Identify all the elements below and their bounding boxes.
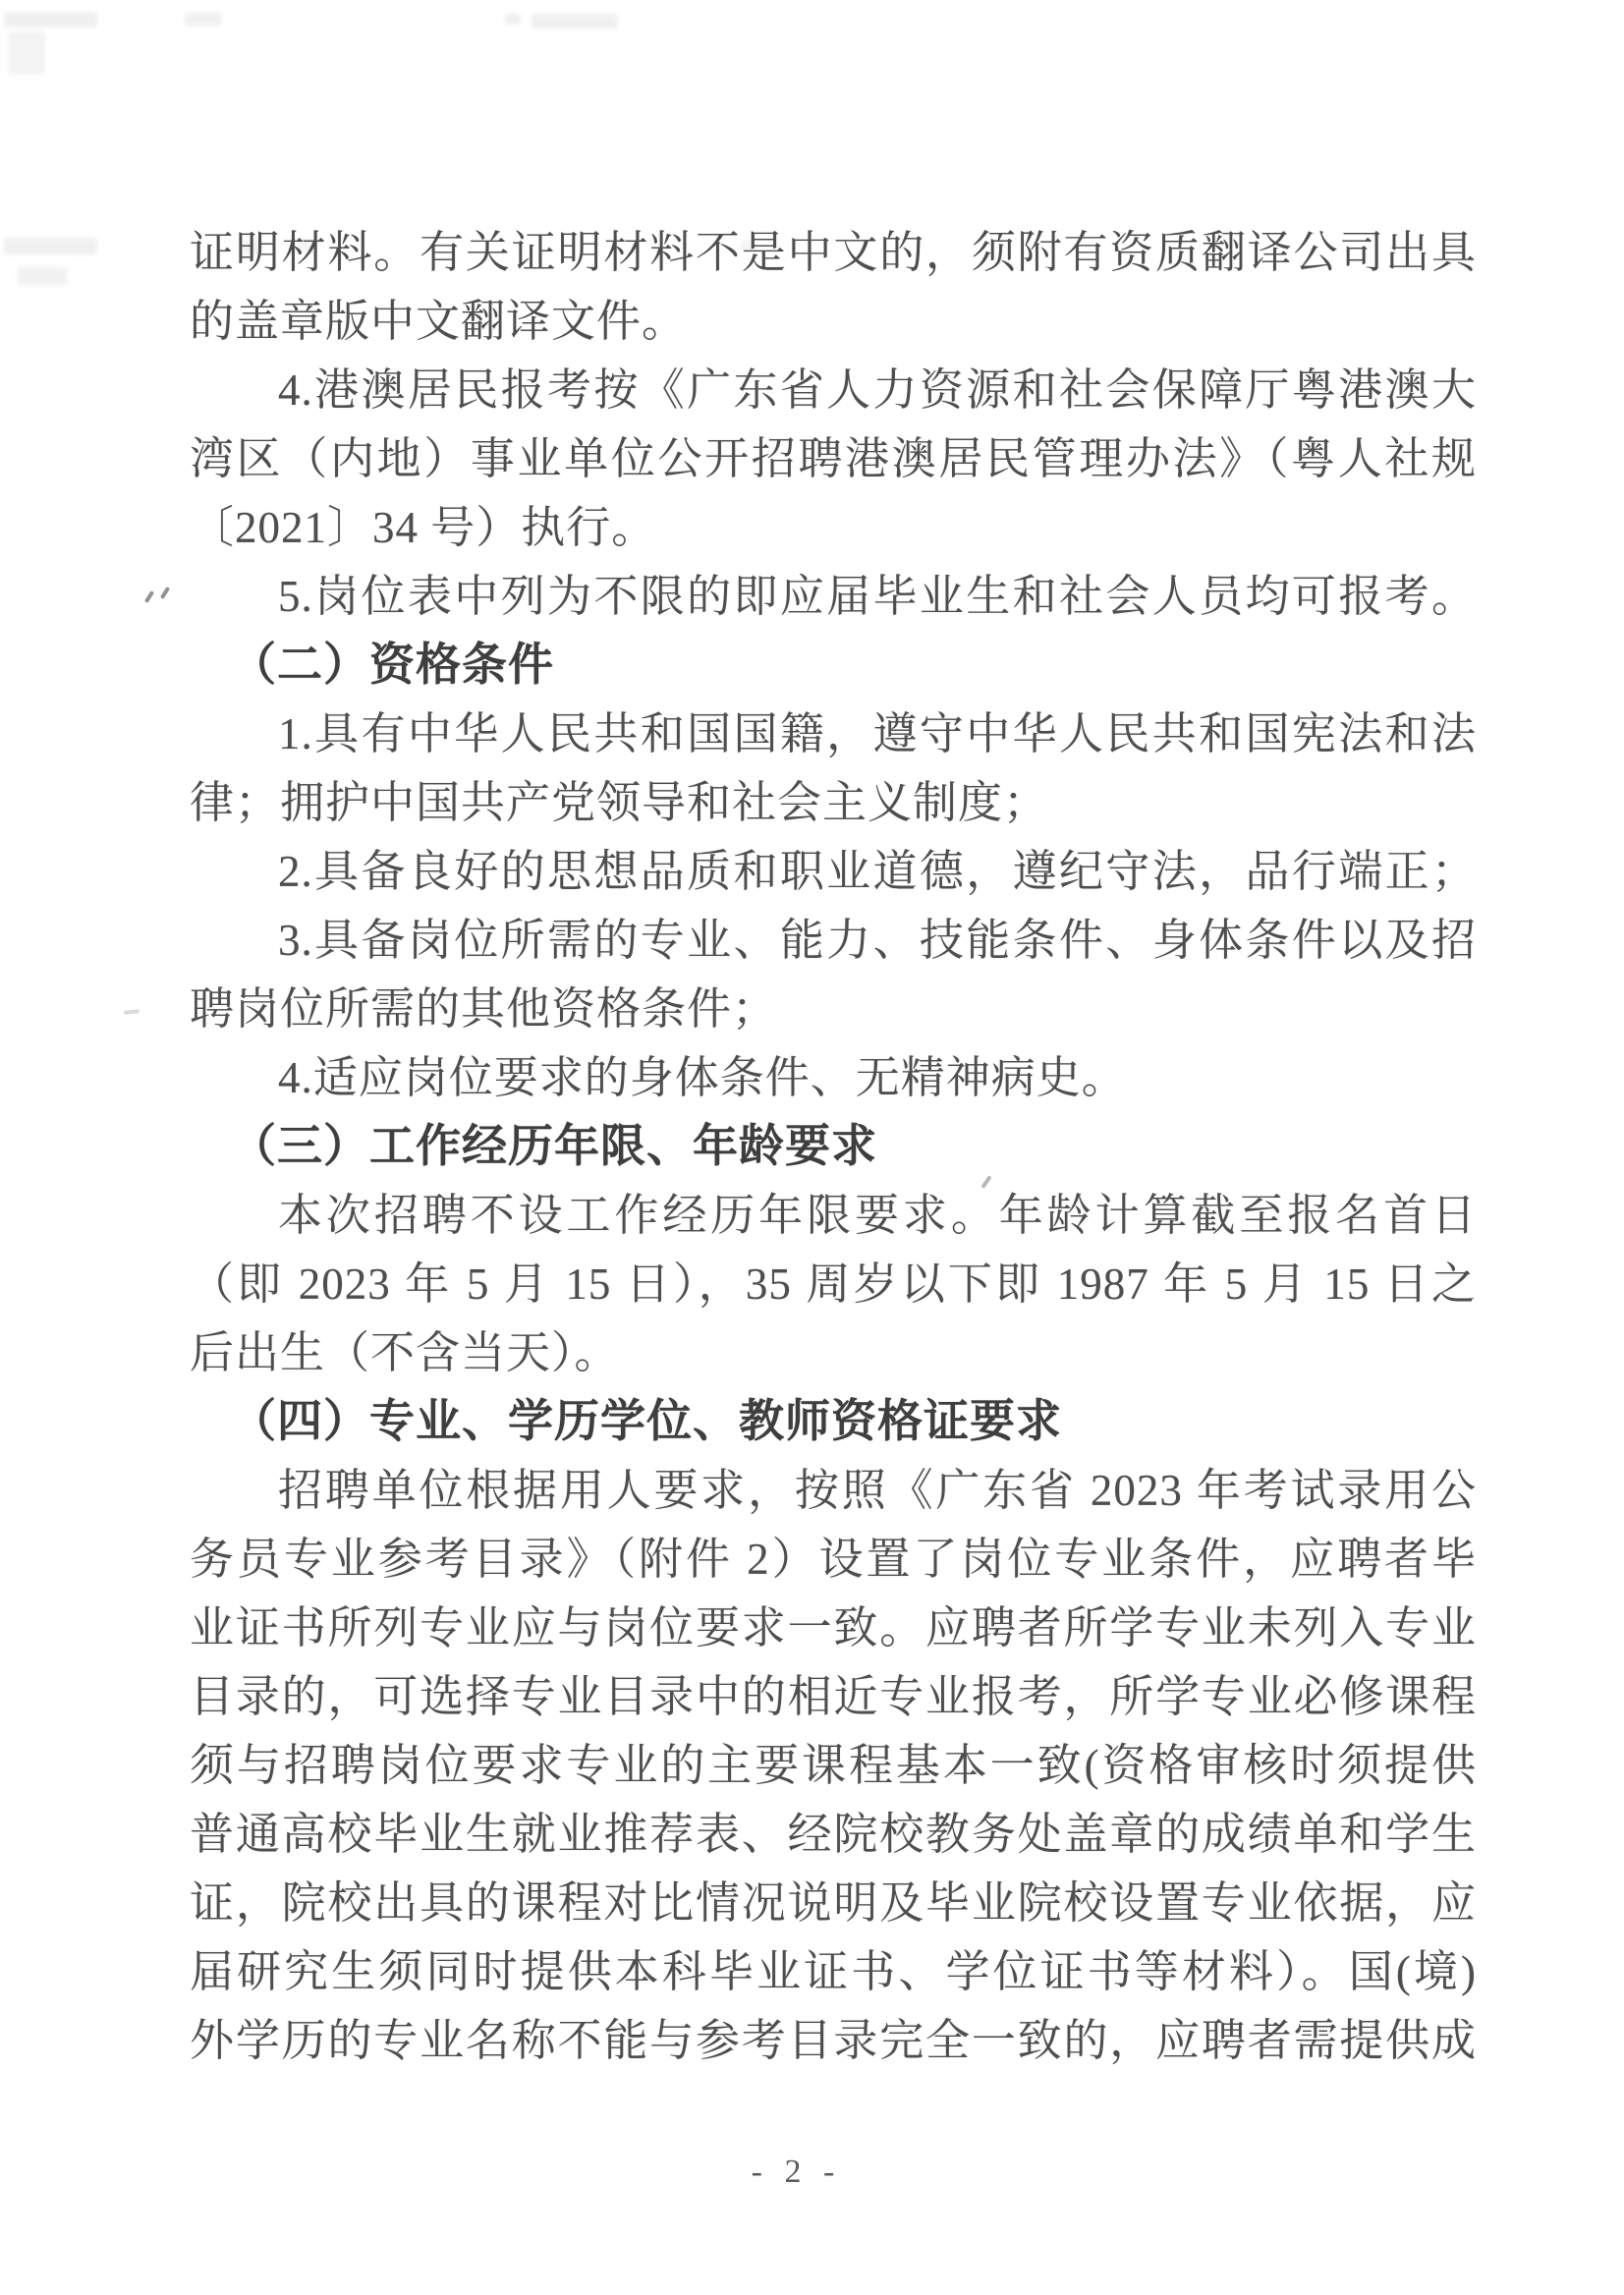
page-number: - 2 - <box>751 2154 842 2190</box>
section-heading: （三）工作经历年限、年龄要求 <box>231 1121 877 1171</box>
scan-smudge <box>8 31 45 75</box>
text-line: 3.具备岗位所需的专业、能力、技能条件、身体条件以及招 <box>278 916 1477 965</box>
text-line: 湾区（内地）事业单位公开招聘港澳居民管理办法》（粤人社规 <box>190 434 1477 483</box>
text-block <box>190 218 1477 2075</box>
text-line: 4.适应岗位要求的身体条件、无精神病史。 <box>278 1053 1127 1102</box>
section-heading: （二）资格条件 <box>231 640 554 690</box>
text-line: 1.具有中华人民共和国国籍，遵守中华人民共和国宪法和法 <box>278 709 1477 758</box>
text-line: 4.港澳居民报考按《广东省人力资源和社会保障厅粤港澳大 <box>278 365 1477 415</box>
text-line: 招聘单位根据用人要求，按照《广东省 2023 年考试录用公 <box>278 1466 1477 1515</box>
text-line: 届研究生须同时提供本科毕业证书、学位证书等材料）。国(境) <box>190 1947 1477 1996</box>
text-line: 本次招聘不设工作经历年限要求。年龄计算截至报名首日 <box>278 1191 1477 1240</box>
scan-smudge <box>532 14 618 28</box>
text-line: （即 2023 年 5 月 15 日），35 周岁以下即 1987 年 5 月 15 日之 <box>190 1259 1477 1309</box>
text-line: 目录的，可选择专业目录中的相近专业报考，所学专业必修课程 <box>190 1672 1477 1721</box>
text-line: 普通高校毕业生就业推荐表、经院校教务处盖章的成绩单和学生 <box>190 1810 1477 1859</box>
text-line: 证，院校出具的课程对比情况说明及毕业院校设置专业依据，应 <box>190 1878 1477 1928</box>
scan-smudge <box>4 12 97 28</box>
text-line: 须与招聘岗位要求专业的主要课程基本一致(资格审核时须提供 <box>190 1741 1477 1790</box>
scan-smudge <box>4 238 97 254</box>
scan-smudge <box>18 267 67 285</box>
scan-artifact-tick <box>160 587 170 599</box>
text-line: 的盖章版中文翻译文件。 <box>190 297 688 346</box>
text-line: 证明材料。有关证明材料不是中文的，须附有资质翻译公司出具 <box>190 228 1477 277</box>
text-line: 2.具备良好的思想品质和职业道德，遵纪守法，品行端正； <box>278 847 1477 896</box>
scan-artifact-dash <box>124 1009 140 1015</box>
text-line: 外学历的专业名称不能与参考目录完全一致的，应聘者需提供成 <box>190 2016 1477 2065</box>
text-line: 务员专业参考目录》（附件 2）设置了岗位专业条件，应聘者毕 <box>190 1535 1477 1584</box>
text-line: 〔2021〕34 号）执行。 <box>190 503 657 552</box>
text-line: 聘岗位所需的其他资格条件； <box>190 984 778 1034</box>
scan-smudge <box>185 13 222 26</box>
text-line: 5.岗位表中列为不限的即应届毕业生和社会人员均可报考。 <box>278 572 1477 621</box>
text-line: 后出生（不含当天）。 <box>190 1328 620 1377</box>
text-line: 业证书所列专业应与岗位要求一致。应聘者所学专业未列入专业 <box>190 1603 1477 1652</box>
scan-artifact-tick <box>144 590 154 603</box>
text-line: 律；拥护中国共产党领导和社会主义制度； <box>190 778 1049 827</box>
scan-smudge <box>505 14 521 25</box>
section-heading: （四）专业、学历学位、教师资格证要求 <box>231 1396 1062 1446</box>
